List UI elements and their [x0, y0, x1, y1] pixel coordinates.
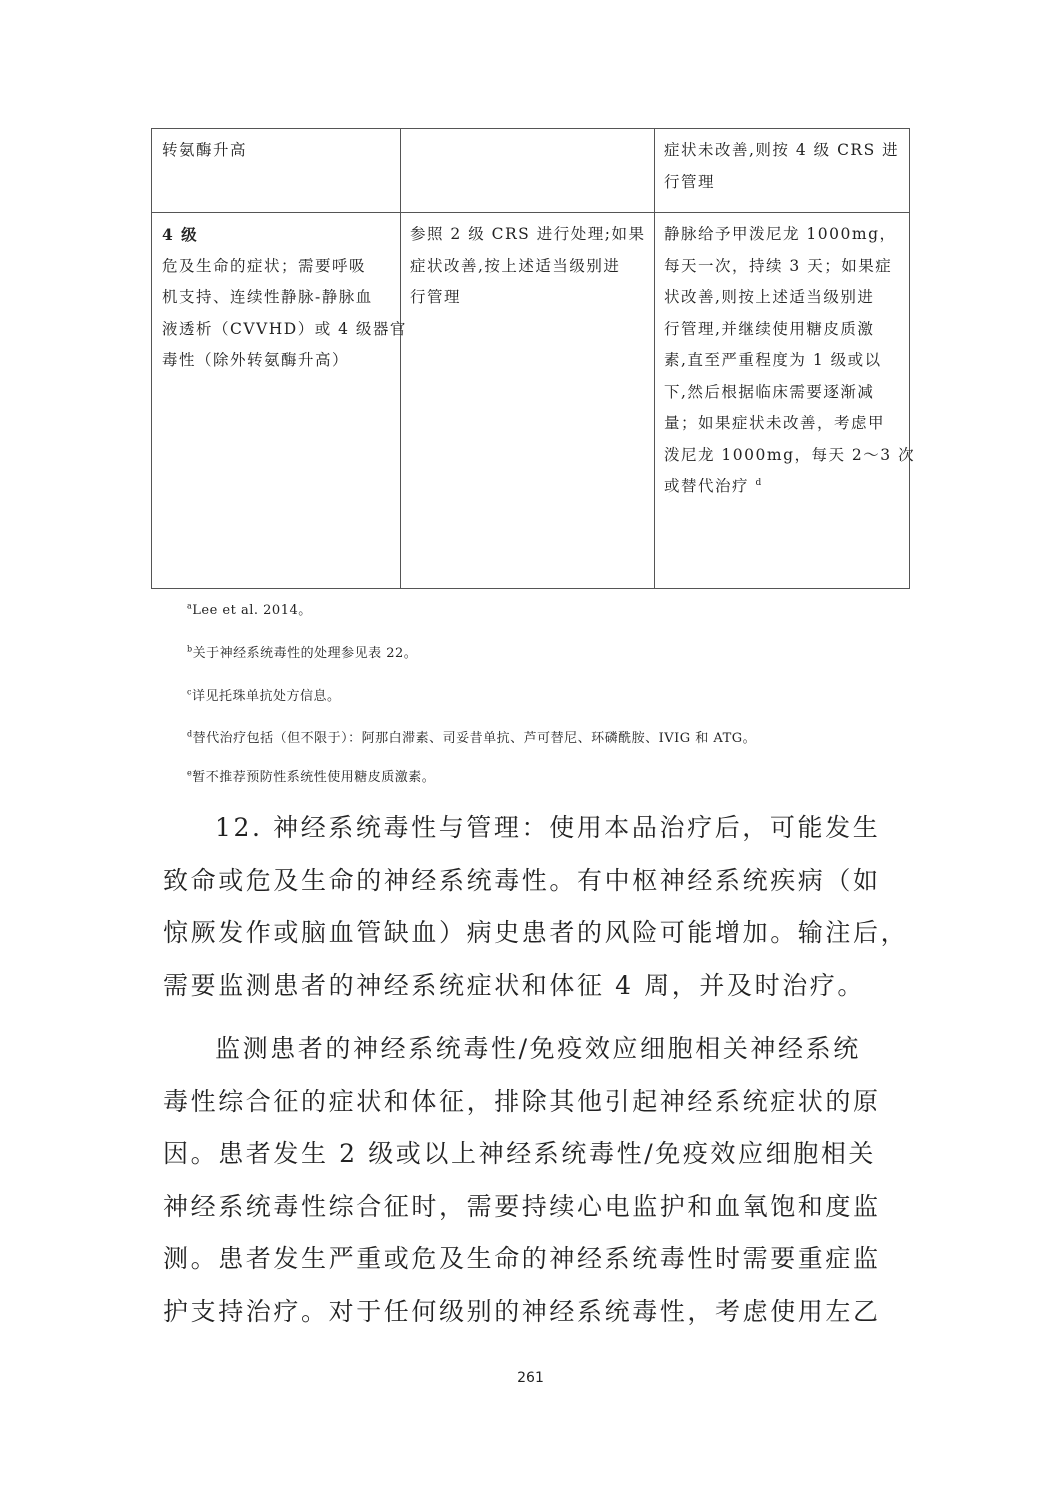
paragraph-line: 神经系统毒性综合征时，需要持续心电监护和血氧饱和度监 — [163, 1191, 881, 1221]
row2-col1-cell — [162, 219, 407, 377]
paragraph-line: 因。患者发生 2 级或以上神经系统毒性/免疫效应细胞相关 — [163, 1139, 877, 1168]
row2-col2-cell — [410, 219, 645, 314]
paragraph-line: 测。患者发生严重或危及生命的神经系统毒性时需要重症监 — [163, 1244, 881, 1273]
footnote-e — [187, 769, 435, 787]
grade-label: 4 级 — [162, 225, 199, 244]
cell-line: 量；如果症状未改善，考虑甲 — [664, 414, 886, 432]
footnote-mark: e — [187, 768, 193, 778]
cell-line: 症状未改善,则按 4 级 CRS 进 — [664, 141, 900, 159]
cell-line: 下,然后根据临床需要逐渐减 — [664, 382, 875, 401]
footnote-text: 关于神经系统毒性的处理参见表 22。 — [192, 646, 418, 661]
row1-col1-cell — [162, 135, 247, 167]
row2-col3-cell — [664, 219, 915, 503]
paragraph-line: 需要监测患者的神经系统症状和体征 4 周，并及时治疗。 — [163, 970, 866, 1000]
footnote-mark: d — [187, 729, 193, 739]
cell-line: 症状改善,按上述适当级别进 — [410, 256, 621, 275]
paragraph-line: 12. 神经系统毒性与管理：使用本品治疗后，可能发生 — [215, 813, 881, 842]
cell-line: 危及生命的症状；需要呼吸 — [162, 256, 367, 275]
footnote-text: 暂不推荐预防性系统性使用糖皮质激素。 — [192, 770, 436, 785]
body-paragraph — [163, 1023, 903, 1338]
cell-text: 或替代治疗 — [664, 477, 750, 495]
cell-line: 静脉给予甲泼尼龙 1000mg， — [664, 225, 897, 243]
paragraph-line: 毒性综合征的症状和体征，排除其他引起神经系统症状的原 — [163, 1086, 881, 1116]
paragraph-line: 惊厥发作或脑血管缺血）病史患者的风险可能增加。输注后， — [163, 918, 909, 947]
cell-line: 液透析（CVVHD）或 4 级器官 — [162, 319, 407, 338]
page-number: 261 — [517, 1370, 544, 1386]
cell-line: 参照 2 级 CRS 进行处理;如果 — [410, 225, 646, 243]
footnote-mark: b — [187, 644, 193, 654]
row-divider — [152, 212, 909, 213]
cell-line: 机支持、连续性静脉-静脉血 — [162, 288, 373, 306]
cell-line: 行管理 — [664, 172, 716, 191]
footnote-b — [187, 645, 417, 663]
paragraph-line: 致命或危及生命的神经系统毒性。有中枢神经系统疾病（如 — [163, 865, 881, 895]
cell-line: 素,直至严重程度为 1 级或以 — [664, 351, 882, 369]
row1-col3-cell — [664, 135, 899, 198]
footnote-a — [187, 602, 312, 620]
footnote-c — [187, 688, 341, 706]
footnote-mark: a — [187, 601, 193, 611]
cell-line: 状改善,则按上述适当级别进 — [664, 288, 875, 306]
cell-line — [664, 471, 915, 503]
body-paragraph — [163, 802, 909, 1012]
footnote-mark: c — [187, 687, 192, 697]
cell-line: 转氨酶升高 — [162, 141, 248, 159]
column-divider — [654, 129, 655, 588]
cell-line: 毒性（除外转氨酶升高） — [162, 351, 350, 369]
cell-line: 行管理,并继续使用糖皮质激 — [664, 319, 875, 338]
footnote-ref: d — [755, 477, 763, 488]
cell-line: 行管理 — [410, 288, 462, 306]
treatment-table — [151, 128, 916, 589]
footnote-text: 详见托珠单抗处方信息。 — [191, 689, 341, 704]
footnote-text: 替代治疗包括（但不限于）：阿那白滞素、司妥昔单抗、芦可替尼、环磷酰胺、IVIG 和 ATG。 — [192, 731, 757, 746]
cell-line: 泼尼龙 1000mg，每天 2～3 次 — [664, 445, 916, 464]
paragraph-line: 监测患者的神经系统毒性/免疫效应细胞相关神经系统 — [215, 1034, 861, 1063]
footnote-d — [187, 730, 756, 748]
footnote-text: Lee et al. 2014。 — [192, 603, 312, 618]
paragraph-line: 护支持治疗。对于任何级别的神经系统毒性，考虑使用左乙 — [163, 1296, 881, 1326]
cell-line: 每天一次，持续 3 天；如果症 — [664, 256, 893, 275]
